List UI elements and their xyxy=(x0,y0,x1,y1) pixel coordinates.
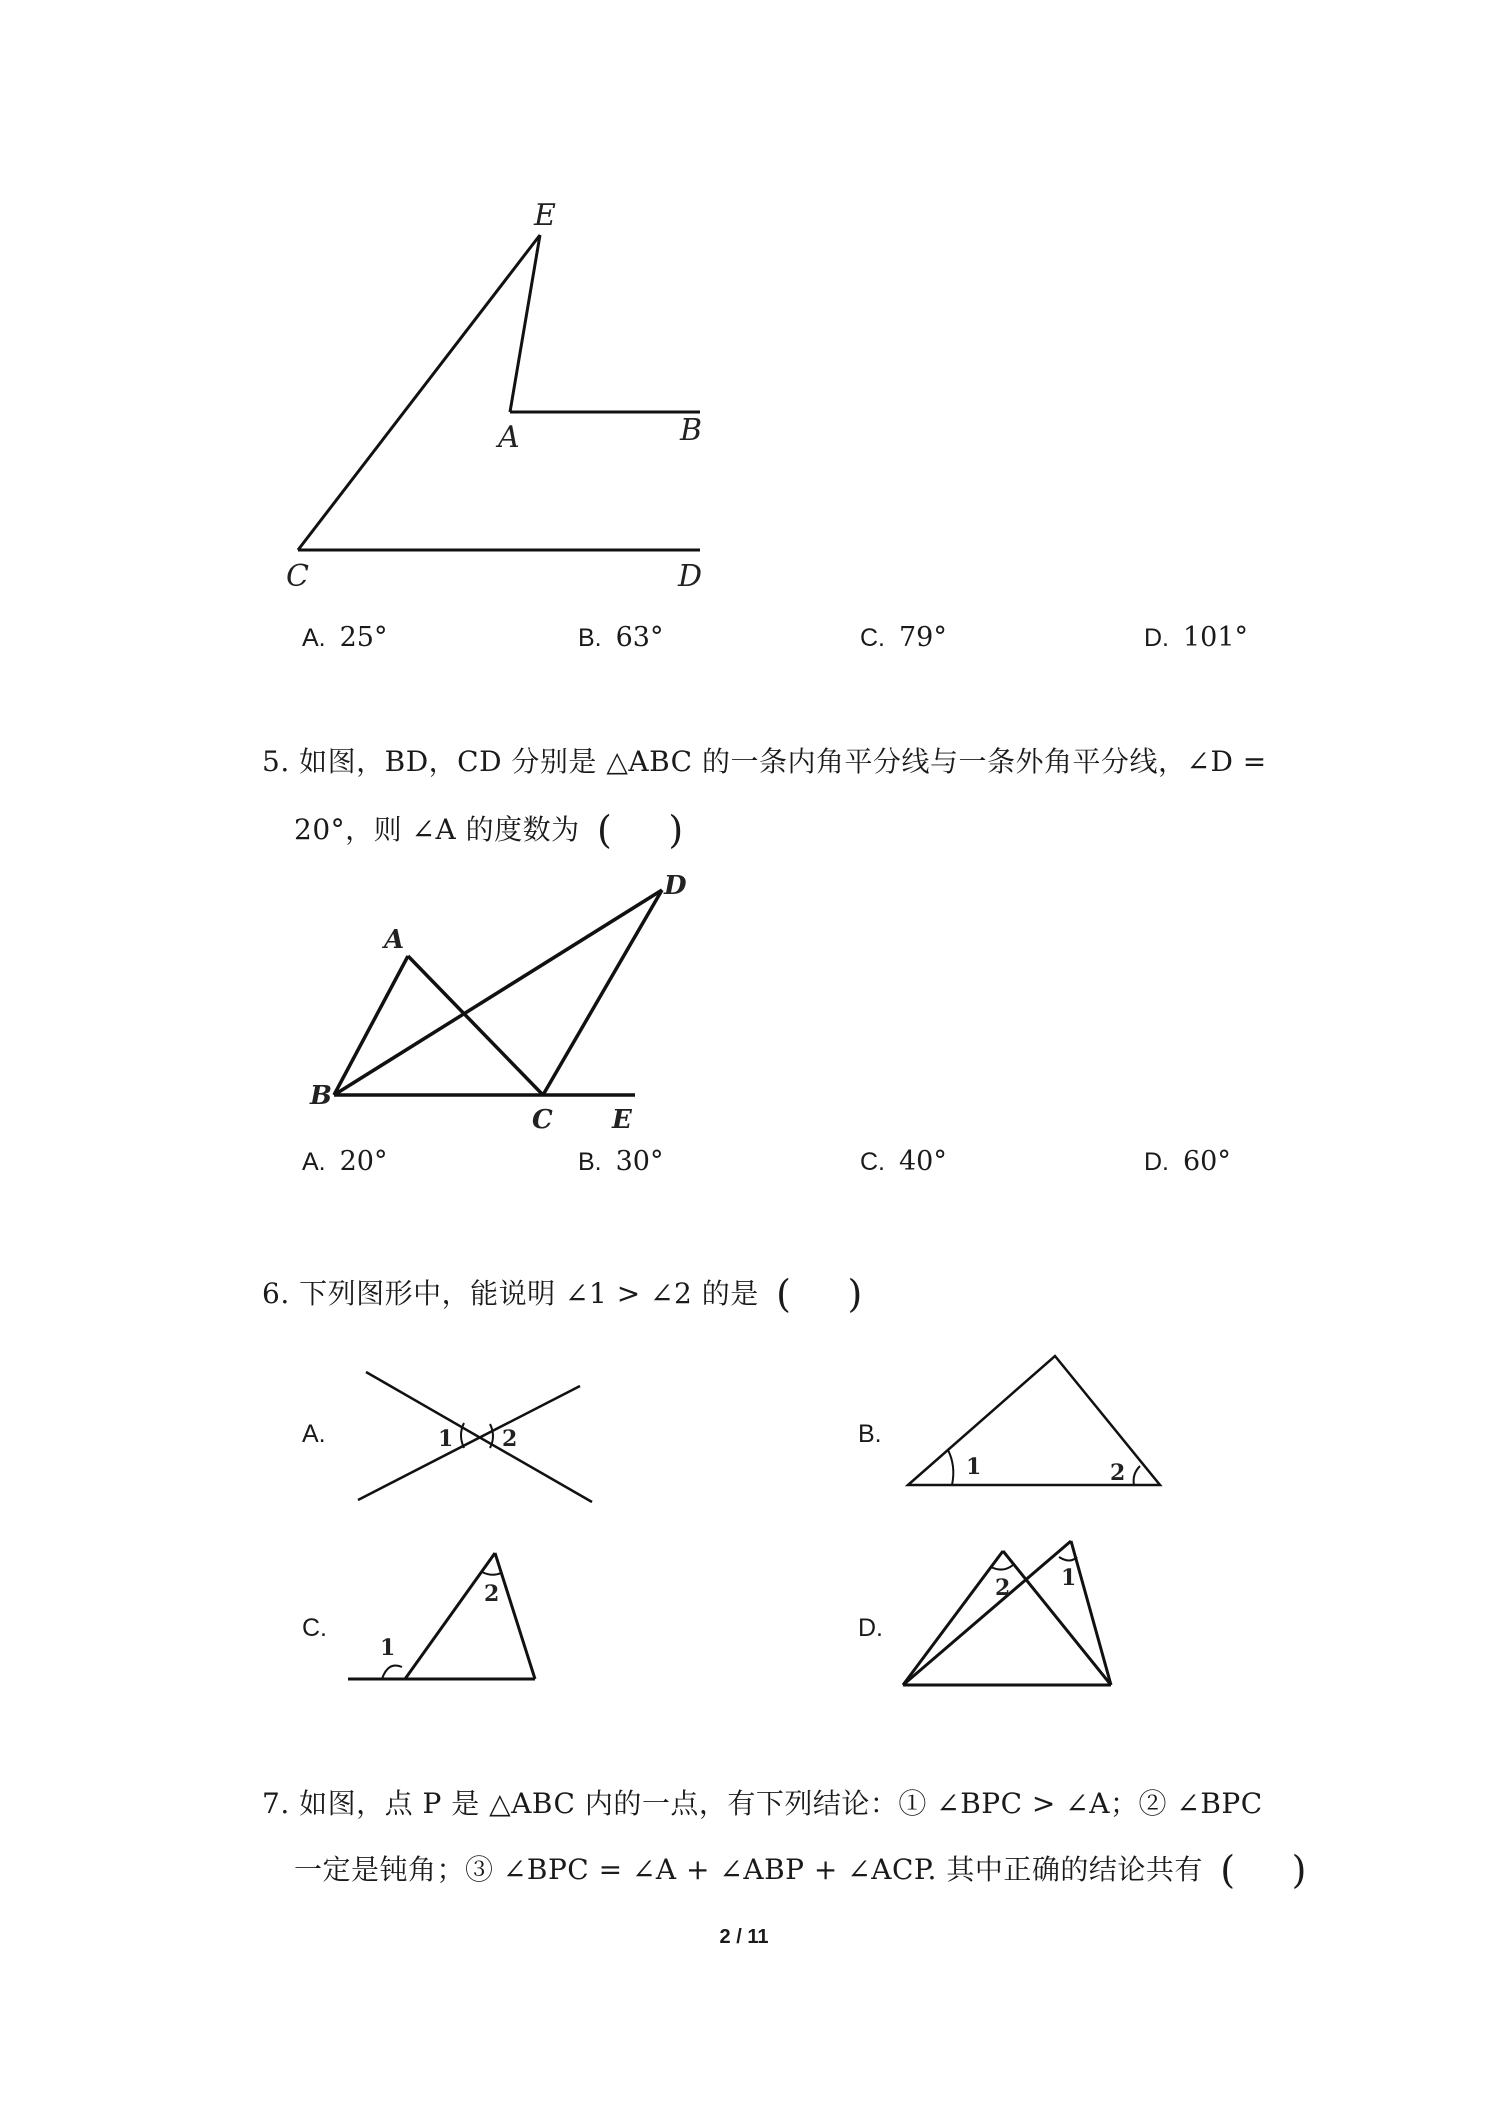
choice-text: 79° xyxy=(899,622,947,653)
q5-label-d: D xyxy=(664,871,687,901)
choice-text: 63° xyxy=(615,622,664,653)
q5-choice-a[interactable] xyxy=(302,1146,387,1177)
q4-choice-d[interactable] xyxy=(1144,622,1248,653)
q6-option-d-label[interactable]: D. xyxy=(858,1614,883,1642)
choice-text: 20° xyxy=(339,1146,388,1177)
q6-figure-a[interactable] xyxy=(350,1360,600,1520)
q4-label-c: C xyxy=(286,559,309,594)
q6-figure-d[interactable] xyxy=(895,1535,1125,1700)
q5-figure xyxy=(300,870,700,1135)
q5-label-e: E xyxy=(612,1105,632,1135)
q5-stem-line-2 xyxy=(294,808,684,852)
q6-stem-text: 6. 下列图形中，能说明 ∠1 > ∠2 的是 xyxy=(262,1277,759,1310)
q6-option-c-label[interactable]: C. xyxy=(302,1614,327,1642)
q7-paren-open: ( xyxy=(1220,1848,1236,1892)
choice-key: A. xyxy=(302,624,326,652)
q4-choice-b[interactable] xyxy=(578,622,663,653)
q4-figure xyxy=(270,190,750,600)
q5-label-b: B xyxy=(310,1081,332,1111)
q5-choice-d[interactable] xyxy=(1144,1146,1231,1177)
q6-c-angle-2: 2 xyxy=(484,1581,500,1607)
q6-option-b-label[interactable]: B. xyxy=(858,1420,882,1448)
q6-d-angle-2: 2 xyxy=(995,1575,1011,1601)
choice-key: B. xyxy=(578,1148,602,1176)
q4-choice-c[interactable] xyxy=(860,622,947,653)
q5-stem-text: 20°，则 ∠A 的度数为 xyxy=(294,813,580,846)
q6-a-angle-2: 2 xyxy=(502,1426,518,1452)
q6-b-angle-1: 1 xyxy=(966,1454,982,1480)
q5-choice-b[interactable] xyxy=(578,1146,663,1177)
q7-paren-close: ) xyxy=(1291,1848,1307,1892)
q6-b-angle-2: 2 xyxy=(1110,1460,1126,1486)
q7-stem-line-1: 7. 如图，点 P 是 △ABC 内的一点，有下列结论：① ∠BPC > ∠A；② ∠BPC xyxy=(262,1787,1263,1820)
q6-a-angle-1: 1 xyxy=(438,1426,454,1452)
choice-text: 40° xyxy=(899,1146,947,1177)
choice-key: D. xyxy=(1144,624,1169,652)
q4-choice-a[interactable] xyxy=(302,622,387,653)
q4-label-a: A xyxy=(498,420,520,455)
q7-stem-text: 一定是钝角；③ ∠BPC = ∠A + ∠ABP + ∠ACP. 其中正确的结论共有 xyxy=(294,1853,1203,1886)
choice-key: C. xyxy=(860,1148,885,1176)
choice-text: 60° xyxy=(1183,1146,1231,1177)
choice-key: B. xyxy=(578,624,602,652)
q5-label-c: C xyxy=(532,1105,553,1135)
q5-label-a: A xyxy=(384,925,405,955)
q5-paren-open: ( xyxy=(597,808,613,852)
choice-text: 30° xyxy=(615,1146,664,1177)
q4-label-e: E xyxy=(534,198,556,233)
q6-paren-close: ) xyxy=(847,1272,863,1316)
q4-label-d: D xyxy=(678,559,703,594)
q7-stem-line-2 xyxy=(294,1848,1307,1892)
q5-paren-close: ) xyxy=(668,808,684,852)
choice-key: C. xyxy=(860,624,885,652)
choice-text: 25° xyxy=(339,622,388,653)
q6-stem-line-1 xyxy=(262,1272,863,1316)
page-number: 2 / 11 xyxy=(719,1926,769,1948)
q6-figure-c[interactable] xyxy=(340,1545,560,1695)
q6-option-a-label[interactable]: A. xyxy=(302,1420,326,1448)
choice-key: A. xyxy=(302,1148,326,1176)
choice-key: D. xyxy=(1144,1148,1169,1176)
q6-paren-open: ( xyxy=(776,1272,792,1316)
q6-d-angle-1: 1 xyxy=(1061,1565,1077,1591)
q6-c-angle-1: 1 xyxy=(380,1635,396,1661)
q5-stem-line-1: 5. 如图，BD，CD 分别是 △ABC 的一条内角平分线与一条外角平分线，∠D = xyxy=(262,745,1267,778)
q6-figure-b[interactable] xyxy=(900,1350,1180,1500)
q4-label-b: B xyxy=(680,413,703,448)
q5-choice-c[interactable] xyxy=(860,1146,947,1177)
choice-text: 101° xyxy=(1183,622,1249,653)
